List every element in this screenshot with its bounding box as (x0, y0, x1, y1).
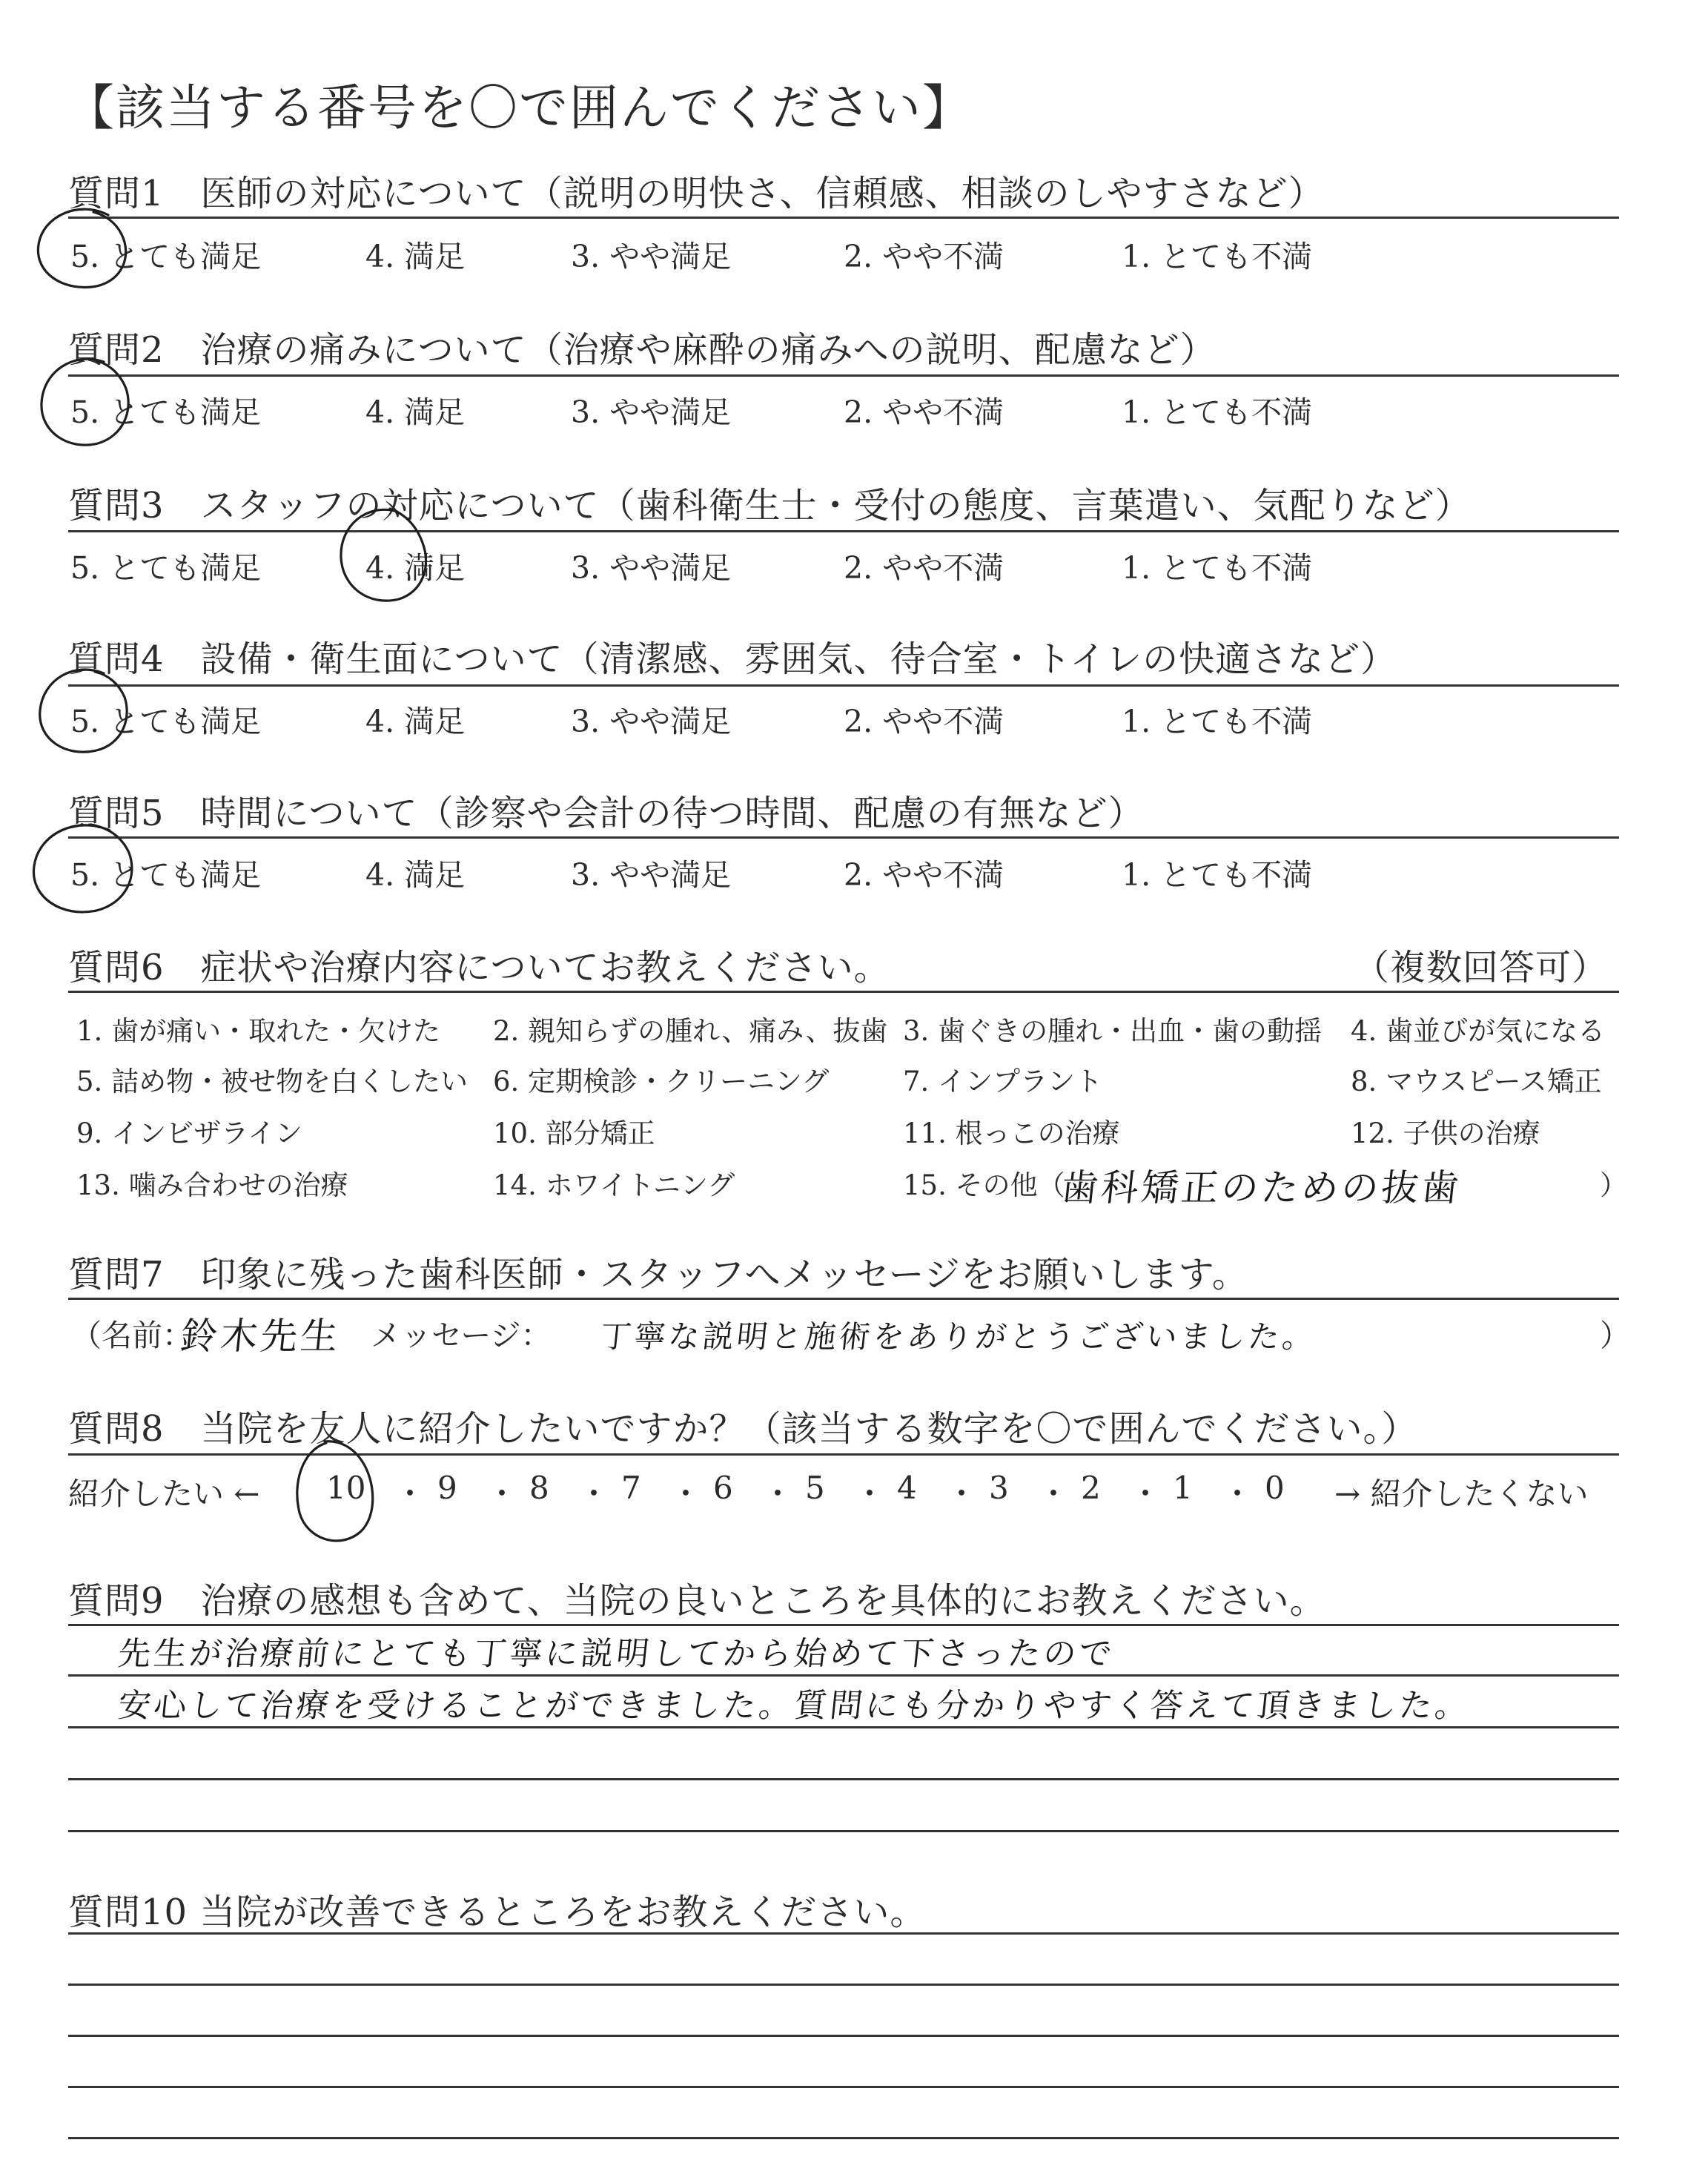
divider (68, 530, 1619, 532)
divider (68, 2137, 1619, 2139)
q8-scale-4[interactable]: 4 (897, 1470, 917, 1506)
q8-scale-5[interactable]: 5 (805, 1470, 825, 1506)
q3-selection-circle (326, 498, 437, 617)
scale-dot: ・ (1130, 1476, 1162, 1512)
q3-option-4[interactable]: 4. 満足 (365, 550, 466, 586)
q6-item[interactable]: 11. 根っこの治療 (903, 1117, 1120, 1149)
q6-item[interactable]: 1. 歯が痛い・取れた・欠けた (76, 1015, 441, 1047)
q4-selection-circle (28, 658, 139, 762)
divider (68, 1984, 1619, 1986)
divider (68, 217, 1619, 219)
q2-option-3[interactable]: 3. やや満足 (571, 394, 732, 430)
divider (68, 991, 1619, 993)
q2-option-2[interactable]: 2. やや不満 (844, 394, 1004, 430)
question-2-heading: 質問2 治療の痛みについて（治療や麻酔の痛みへの説明、配慮など） (68, 329, 1217, 371)
divider (68, 2035, 1619, 2037)
divider (68, 1830, 1619, 1832)
q3-option-2[interactable]: 2. やや不満 (844, 550, 1004, 586)
q6-item[interactable]: 2. 親知らずの腫れ、痛み、抜歯 (493, 1015, 888, 1047)
q6-item[interactable]: 9. インビザライン (76, 1117, 302, 1149)
question-10-heading: 質問10 当院が改善できるところをお教えください。 (68, 1892, 927, 1933)
q8-scale-6[interactable]: 6 (713, 1470, 733, 1506)
q6-item[interactable]: 3. 歯ぐきの腫れ・出血・歯の動揺 (903, 1015, 1323, 1047)
q2-selection-circle (30, 349, 141, 460)
q6-item[interactable]: 15. その他（ (903, 1169, 1065, 1201)
divider (68, 1298, 1619, 1300)
question-6-heading: 質問6 症状や治療内容についてお教えください。 (68, 947, 890, 988)
q8-selection-circle (282, 1431, 385, 1557)
q8-scale-3[interactable]: 3 (989, 1470, 1009, 1506)
q7-name-handwritten: 鈴木先生 (178, 1315, 343, 1358)
q8-scale-1[interactable]: 1 (1173, 1470, 1193, 1506)
scale-dot: ・ (670, 1476, 702, 1512)
question-1-heading: 質問1 医師の対応について（説明の明快さ、信頼感、相談のしやすさなど） (68, 173, 1325, 214)
q8-right-label: → 紹介したくない (1334, 1476, 1589, 1512)
q6-item[interactable]: 7. インプラント (903, 1066, 1103, 1097)
scale-dot: ・ (486, 1476, 518, 1512)
q1-option-5[interactable]: 5. とても満足 (70, 239, 262, 274)
q8-scale-9[interactable]: 9 (437, 1470, 457, 1506)
q1-selection-circle (28, 199, 139, 295)
divider (68, 684, 1619, 687)
scale-dot: ・ (578, 1476, 610, 1512)
q7-message-label: メッセージ： (371, 1318, 552, 1353)
q3-option-1[interactable]: 1. とても不満 (1122, 550, 1313, 586)
q5-selection-circle (22, 814, 148, 925)
q8-scale-7[interactable]: 7 (621, 1470, 641, 1506)
divider (68, 1624, 1619, 1626)
q9-answer-line-1: 先生が治療前にとても丁寧に説明してから始めて下さったので (116, 1635, 1117, 1673)
divider (68, 1932, 1619, 1935)
question-8-heading: 質問8 当院を友人に紹介したいですか？（該当する数字を〇で囲んでください。） (68, 1408, 1418, 1450)
q6-item[interactable]: 4. 歯並びが気になる (1351, 1015, 1606, 1047)
q9-answer-line-2: 安心して治療を受けることができました。質問にも分かりやすく答えて頂きました。 (116, 1687, 1473, 1725)
divider (68, 2086, 1619, 2088)
divider (68, 374, 1619, 377)
question-9-heading: 質問9 治療の感想も含めて、当院の良いところを具体的にお教えください。 (68, 1580, 1326, 1622)
question-3-heading: 質問3 スタッフの対応について（歯科衛生士・受付の態度、言葉遣い、気配りなど） (68, 485, 1472, 526)
scale-dot: ・ (394, 1476, 426, 1512)
q8-scale-2[interactable]: 2 (1081, 1470, 1101, 1506)
q1-option-3[interactable]: 3. やや満足 (571, 239, 732, 274)
q6-other-handwritten: 歯科矯正のための抜歯 (1059, 1166, 1464, 1209)
q4-option-2[interactable]: 2. やや不満 (844, 704, 1004, 739)
q7-name-label: （名前： (71, 1318, 193, 1353)
q4-option-4[interactable]: 4. 満足 (365, 704, 466, 739)
scale-dot: ・ (1038, 1476, 1070, 1512)
q6-item[interactable]: 5. 詰め物・被せ物を白くしたい (76, 1066, 469, 1097)
scale-dot: ・ (946, 1476, 978, 1512)
q7-close-paren: ） (1600, 1318, 1630, 1353)
q6-close-paren: ） (1600, 1169, 1627, 1201)
question-4-heading: 質問4 設備・衛生面について（清潔感、雰囲気、待合室・トイレの快適さなど） (68, 638, 1397, 680)
divider (68, 1674, 1619, 1677)
q1-option-2[interactable]: 2. やや不満 (844, 239, 1004, 274)
q8-scale-10[interactable]: 10 (326, 1470, 366, 1506)
scale-dot: ・ (854, 1476, 886, 1512)
q2-option-1[interactable]: 1. とても不満 (1122, 394, 1313, 430)
q5-option-3[interactable]: 3. やや満足 (571, 857, 732, 893)
q6-item[interactable]: 13. 噛み合わせの治療 (76, 1169, 348, 1201)
q5-option-1[interactable]: 1. とても不満 (1122, 857, 1313, 893)
q6-item[interactable]: 14. ホワイトニング (493, 1169, 735, 1201)
q6-item[interactable]: 10. 部分矯正 (493, 1117, 655, 1149)
q4-option-1[interactable]: 1. とても不満 (1122, 704, 1313, 739)
q3-option-5[interactable]: 5. とても満足 (70, 550, 262, 586)
q8-scale-8[interactable]: 8 (529, 1470, 549, 1506)
q5-option-5[interactable]: 5. とても満足 (70, 857, 262, 893)
divider (68, 1726, 1619, 1728)
question-5-heading: 質問5 時間について（診察や会計の待つ時間、配慮の有無など） (68, 793, 1145, 834)
q1-option-1[interactable]: 1. とても不満 (1122, 239, 1313, 274)
q7-message-handwritten: 丁寧な説明と施術をありがとうございました。 (598, 1318, 1319, 1355)
scale-dot: ・ (1222, 1476, 1254, 1512)
scale-dot: ・ (762, 1476, 794, 1512)
page-title: 【該当する番号を〇で囲んでください】 (65, 79, 973, 136)
q8-scale-0[interactable]: 0 (1265, 1470, 1285, 1506)
question-7-heading: 質問7 印象に残った歯科医師・スタッフへメッセージをお願いします。 (68, 1254, 1248, 1295)
question-6-note: （複数回答可） (1354, 947, 1609, 988)
q6-item[interactable]: 6. 定期検診・クリーニング (493, 1066, 830, 1097)
q5-option-2[interactable]: 2. やや不満 (844, 857, 1004, 893)
q6-item[interactable]: 12. 子供の治療 (1351, 1117, 1540, 1149)
q5-option-4[interactable]: 4. 満足 (365, 857, 466, 893)
divider (68, 836, 1619, 839)
q1-option-4[interactable]: 4. 満足 (365, 239, 466, 274)
q4-option-3[interactable]: 3. やや満足 (571, 704, 732, 739)
q2-option-5[interactable]: 5. とても満足 (70, 394, 262, 430)
divider (68, 1778, 1619, 1780)
q6-item[interactable]: 8. マウスピース矯正 (1351, 1066, 1602, 1097)
q2-option-4[interactable]: 4. 満足 (365, 394, 466, 430)
q4-option-5[interactable]: 5. とても満足 (70, 704, 262, 739)
q8-left-label: 紹介したい ← (68, 1476, 260, 1512)
q3-option-3[interactable]: 3. やや満足 (571, 550, 732, 586)
